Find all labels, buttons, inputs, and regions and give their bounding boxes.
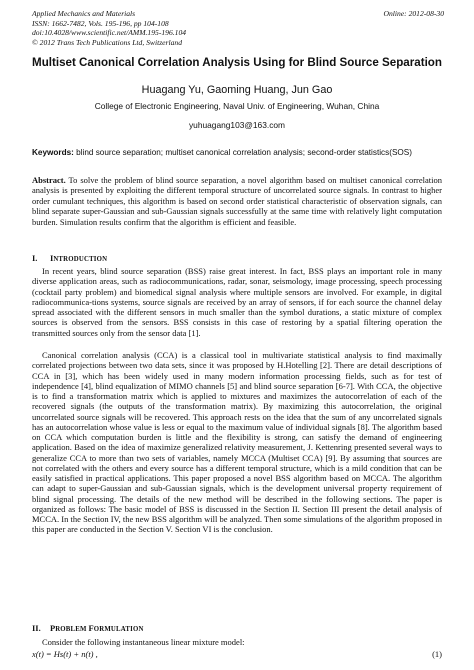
section-heading-introduction	[32, 253, 107, 263]
section-title-rest-2: ORMULATION	[93, 626, 144, 633]
author-email: yuhuagang103@163.com	[188, 120, 286, 130]
paper-authors: Huagang Yu, Gaoming Huang, Jun Gao	[141, 84, 333, 96]
online-date: Online: 2012-08-30	[383, 9, 444, 18]
equation-number: (1)	[432, 649, 442, 659]
section-title-rest: NTRODUCTION	[53, 256, 108, 263]
abstract-label: Abstract.	[32, 175, 66, 185]
keywords-label: Keywords:	[32, 148, 74, 157]
equation-1	[32, 649, 442, 659]
section-title-initial: P	[50, 623, 56, 633]
keywords-text: blind source separation; multiset canonical correlation analysis; second-order statistics(SOS)	[76, 148, 412, 157]
journal-name: Applied Mechanics and Materials	[32, 9, 136, 18]
keywords-block	[32, 148, 442, 158]
problem-intro-text: Consider the following instantaneous linear mixture model:	[42, 637, 245, 647]
copyright-line: © 2012 Trans Tech Publications Ltd, Switzerland	[32, 37, 182, 47]
section-number: II.	[32, 623, 41, 633]
section-title-initial: I	[50, 253, 54, 263]
doi-line: doi:10.4028/www.scientific.net/AMM.195-196.104	[32, 28, 187, 38]
abstract-block	[32, 175, 442, 227]
section-title-initial-2: F	[88, 623, 94, 633]
issn-line: ISSN: 1662-7482, Vols. 195-196, pp 104-108	[32, 18, 169, 28]
paper-affiliation: College of Electronic Engineering, Naval Univ. of Engineering, Wuhan, China	[94, 101, 380, 111]
paper-title: Multiset Canonical Correlation Analysis Using for Blind Source Separation	[32, 56, 442, 69]
equation-expression: x(t) = Hs(t) + n(t) ,	[32, 649, 98, 659]
journal-header	[32, 9, 444, 47]
section-heading-problem	[32, 623, 144, 633]
abstract-text: To solve the problem of blind source separation, a novel algorithm based on multiset canonical correlation analysis is presented by exploiting the different temporal structure of uncorrelated source signals. In contrast to higher order cumulant techniques, this algorithm is based on second order statistical characteristic of observation signals, can blind separate super-Gaussian and sub-Gaussian signals successfully at the same time with relatively light computation burden. Simulation results confirm that the algorithm is efficient and feasible.	[32, 175, 442, 227]
intro-paragraph-1: In recent years, blind source separation (BSS) raise great interest. In fact, BSS plays an important role in many diverse application areas, such as radiocommunications, radar, sonar, seismology, image processing, speech processing (cocktail party problem) and biomedical signal analysis where multiple sensors are involved. For example, in digital radiocommunica-tions systems, source signals are received by an array of sensors, if for each source the channel delay spread associated with the different sensors in much smaller than the symbol durations, a static mixture of complex sources is observed from the sensors. BSS consists in this case of restoring by a spatial filtering operation the transmitted sources only from the sensor data [1].	[32, 266, 442, 338]
section-title-rest: ROBLEM	[55, 626, 89, 633]
section-number: I.	[32, 253, 38, 263]
intro-paragraph-2: Canonical correlation analysis (CCA) is a classical tool in multivariate statistical analysis to find maximally correlated projections between two data sets, since it was proposed by H.Hotelling [2]. There are detail descriptions of CCA in [3], which has been widely used in many modern information processing fields, such as for test of independence [4], blind equalization of MIMO channels [5] and blind source separation [6-7]. With CCA, the objective is to find a transformation matrix which is applied to mixtures and maximizes the autocorrelation of each of the recovered signals (the outputs of the transformation matrix). By maximizing this autocorrelation, the original uncorrelated source signals will be recovered. This approach rests on the idea that the sum of any uncorrelated signals has an autocorrelation whose value is less or equal to the maximum value of individual signals [8]. The algorithm based on CCA which computation burden is little and the flexibility is strong, can satisfy the demand of engineering application. Based on the idea of maximize generalized relativity measurement, J. Kettenring presented several ways to generalize CCA to more than two sets of variables, namely MCCA (Multiset CCA) [9]. By assuming that sources are not correlated with the others and every source has a different temporal structure, which is a mild condition that can be easily satisfied in practical applications. This paper proposed a novel BSS algorithm based on MCCA. The algorithm can adapt to super-Gaussian and sub-Gaussian signals, which is the development universal property requirement of blind signal processing. The details of the new method will be described in the following sections. The paper is organized as follows: The basic model of BSS is discussed in the Section II. Section III present the detail analysis of MCCA. In the Section IV, the new BSS algorithm will be analyzed. Then some simulations of the algorithm proposed in this paper are conducted in the Section V. Section VI is the conclusion.	[32, 350, 442, 535]
